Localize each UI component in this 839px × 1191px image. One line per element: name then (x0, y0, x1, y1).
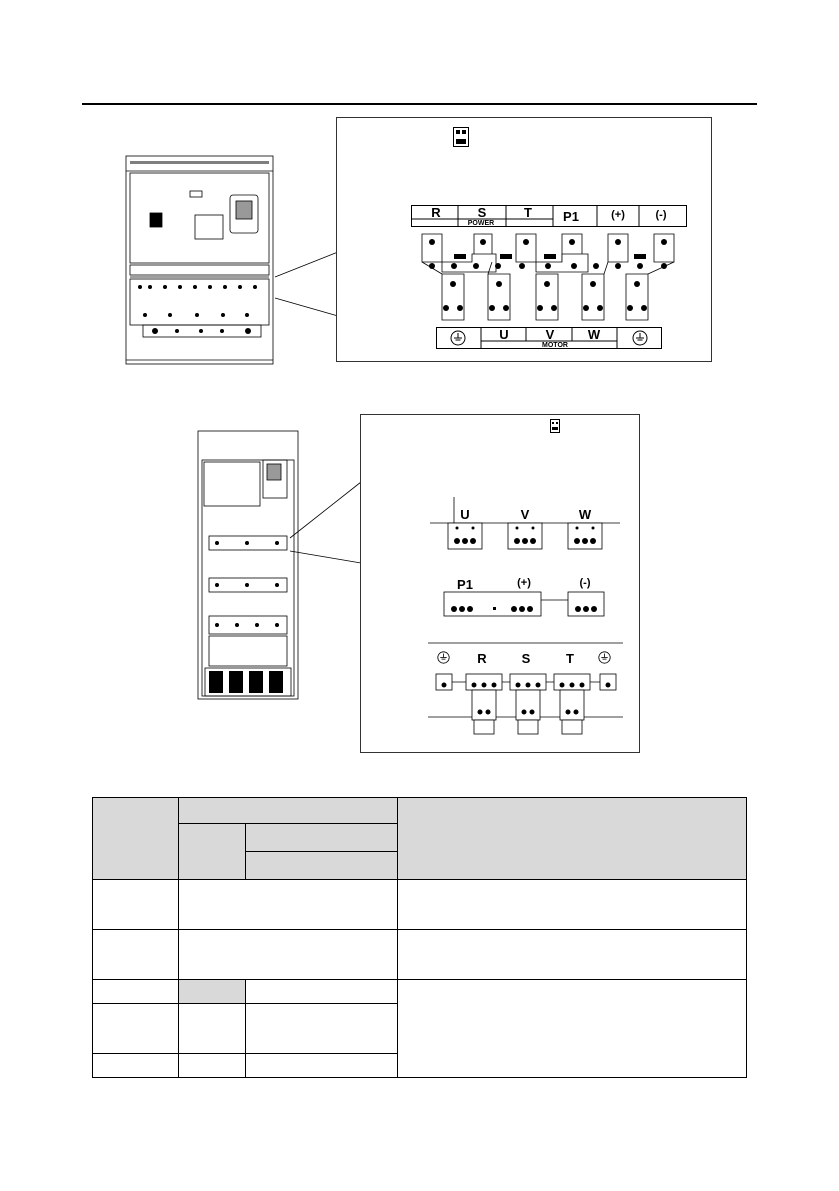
table-cell (93, 1054, 179, 1078)
terminal-label-r: R (477, 651, 487, 666)
power-caption: POWER (467, 220, 495, 227)
terminal-label-u: U (499, 327, 509, 342)
mini-layout-icon (550, 419, 560, 433)
terminal-label-minus: (-) (579, 577, 591, 589)
terminal-label-v: V (545, 327, 555, 342)
table-cell (246, 824, 398, 852)
ground-icon (632, 330, 648, 346)
table-cell (179, 1004, 246, 1054)
table-cell (93, 880, 179, 930)
table-row (93, 798, 747, 824)
terminal-label-w: W (587, 327, 601, 342)
table-cell (246, 852, 398, 880)
motor-terminal-row (430, 495, 620, 555)
terminal-label-p1: P1 (563, 209, 579, 224)
table-cell (398, 980, 747, 1078)
table-row (93, 930, 747, 980)
ground-icon (450, 330, 466, 346)
motor-caption: MOTOR (542, 342, 568, 349)
table-cell (93, 930, 179, 980)
table-cell (93, 798, 179, 880)
terminal-label-plus: (+) (517, 577, 531, 589)
table-row (93, 880, 747, 930)
table-row (93, 980, 747, 1004)
terminal-label-w: W (578, 507, 592, 522)
table-cell (398, 880, 747, 930)
table-cell (398, 798, 747, 880)
terminal-label-p1: P1 (457, 577, 473, 592)
table-cell (179, 930, 398, 980)
terminal-label-s: S (521, 651, 531, 666)
busbar-lugs (412, 232, 688, 322)
table-cell (179, 824, 246, 880)
terminal-spec-table (92, 797, 747, 1078)
terminal-label-t: T (524, 205, 532, 220)
dc-terminal-row (440, 588, 615, 618)
table-cell (179, 798, 398, 824)
terminal-label-s: S (477, 205, 487, 220)
terminal-label-t: T (566, 651, 574, 666)
terminal-label-plus: (+) (611, 209, 625, 221)
terminal-label-minus: (-) (655, 209, 667, 221)
table-cell (246, 1054, 398, 1078)
table-cell (246, 1004, 398, 1054)
table-cell (93, 1004, 179, 1054)
terminal-label-r: R (431, 205, 441, 220)
mini-layout-icon (453, 127, 469, 147)
terminal-label-u: U (460, 507, 470, 522)
table-cell (179, 980, 246, 1004)
table-cell (179, 880, 398, 930)
table-cell (179, 1054, 246, 1078)
table-cell (246, 980, 398, 1004)
table-cell (398, 930, 747, 980)
table-cell (93, 980, 179, 1004)
ground-icon (598, 651, 611, 664)
terminal-label-v: V (520, 507, 530, 522)
ground-icon (437, 651, 450, 664)
